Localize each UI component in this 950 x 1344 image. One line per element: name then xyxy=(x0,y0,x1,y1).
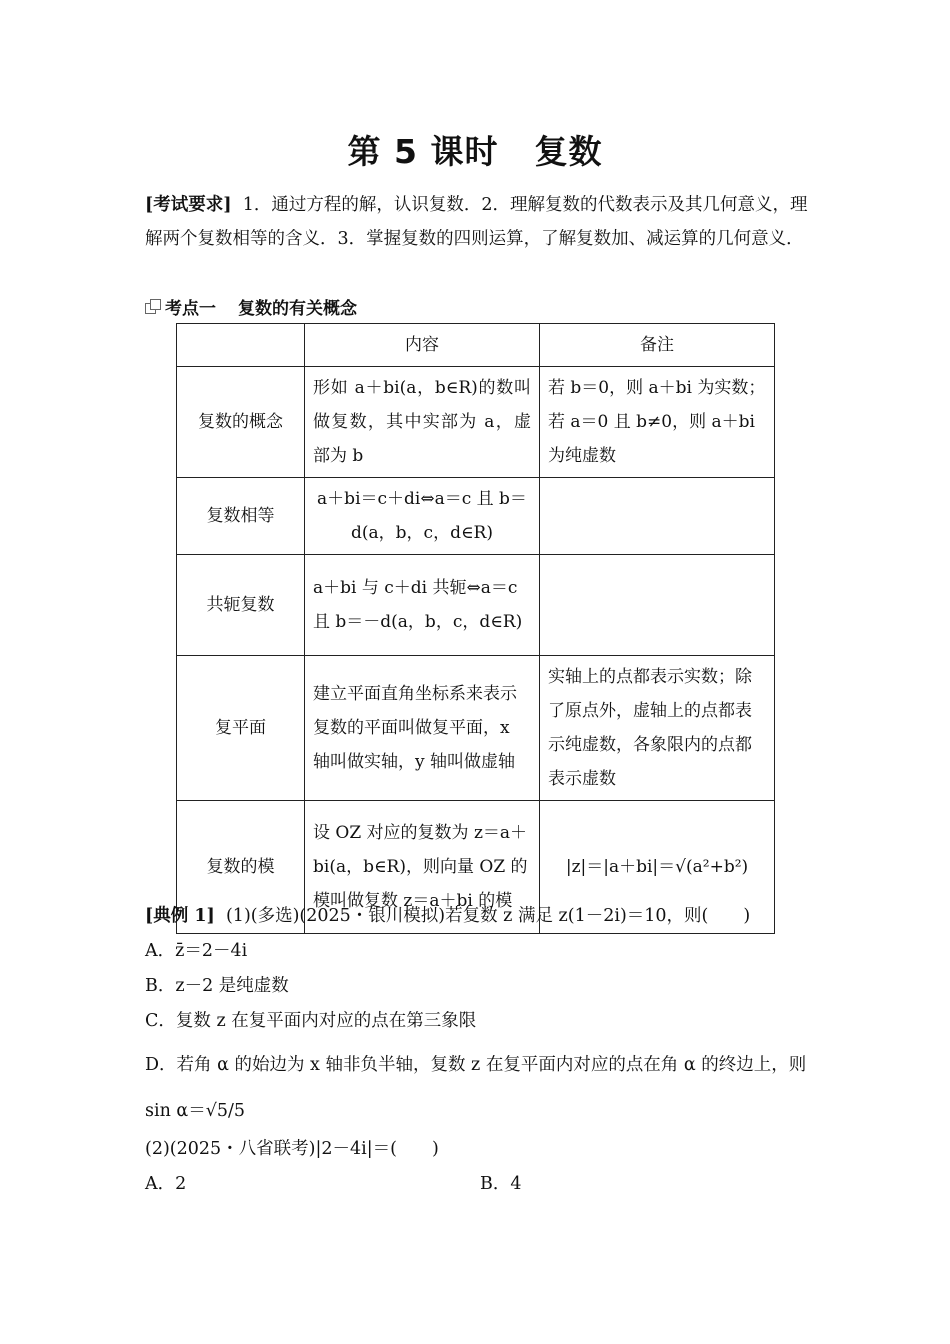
row-name: 共轭复数 xyxy=(177,555,305,656)
table-row xyxy=(177,367,775,478)
example-q2: (2)(2025・八省联考)|2－4i|＝( ) xyxy=(145,1139,439,1159)
header-cell xyxy=(177,324,305,367)
concept-table xyxy=(176,323,775,934)
section-heading xyxy=(145,294,357,319)
row-content: a＋bi 与 c＋di 共轭⇔a＝c 且 b＝－d(a，b，c，d∈R) xyxy=(305,555,540,656)
page-title xyxy=(0,126,950,173)
exam-requirements xyxy=(145,188,810,256)
example-label: [典例 1] xyxy=(145,906,215,926)
row-note xyxy=(540,478,775,555)
requirements-text: 1．通过方程的解，认识复数．2．理解复数的代数表示及其几何意义，理解两个复数相等的含义．3．掌握复数的四则运算，了解复数加、减运算的几何意义． xyxy=(145,195,808,249)
q1-text: (1)(多选)(2025・银川模拟)若复数 z 满足 z(1－2i)＝10，则( ) xyxy=(225,906,751,926)
row-note: 实轴上的点都表示实数；除了原点外，虚轴上的点都表示纯虚数，各象限内的点都表示虚数 xyxy=(540,656,775,801)
row-content: 形如 a＋bi(a，b∈R)的数叫做复数，其中实部为 a，虚部为 b xyxy=(305,367,540,478)
row-name: 复数的概念 xyxy=(177,367,305,478)
row-content: 设 OZ 对应的复数为 z＝a＋bi(a，b∈R)，则向量 OZ 的模叫做复数 z＝a＋bi 的模 xyxy=(305,801,540,934)
title-topic: 复数 xyxy=(534,132,603,171)
q2-option-b: B．4 xyxy=(480,1174,522,1194)
table-row xyxy=(177,656,775,801)
section-title: 复数的有关概念 xyxy=(238,299,357,319)
requirements-tag: [考试要求] xyxy=(145,195,232,215)
row-content: a＋bi＝c＋di⇔a＝c 且 b＝d(a，b，c，d∈R) xyxy=(305,478,540,555)
option-c: C．复数 z 在复平面内对应的点在第三象限 xyxy=(145,1011,477,1031)
table-row xyxy=(177,555,775,656)
table-row xyxy=(177,478,775,555)
example-q1 xyxy=(145,902,750,927)
title-lesson: 第 5 课时 xyxy=(347,132,499,171)
option-d: D．若角 α 的始边为 x 轴非负半轴，复数 z 在复平面内对应的点在角 α 的终边上，则 sin α＝√5/5 xyxy=(145,1055,807,1121)
row-note xyxy=(540,555,775,656)
table-header-row xyxy=(177,324,775,367)
row-name: 复平面 xyxy=(177,656,305,801)
row-note: 若 b＝0，则 a＋bi 为实数；若 a＝0 且 b≠0，则 a＋bi 为纯虚数 xyxy=(540,367,775,478)
header-cell: 内容 xyxy=(305,324,540,367)
option-b: B．z－2 是纯虚数 xyxy=(145,976,289,996)
q2-option-a: A．2 xyxy=(145,1174,187,1194)
header-cell: 备注 xyxy=(540,324,775,367)
row-name: 复数相等 xyxy=(177,478,305,555)
option-a: A．z̄＝2－4i xyxy=(145,941,248,961)
row-name: 复数的模 xyxy=(177,801,305,934)
squares-icon xyxy=(145,299,161,315)
row-content: 建立平面直角坐标系来表示复数的平面叫做复平面，x 轴叫做实轴，y 轴叫做虚轴 xyxy=(305,656,540,801)
modulus-formula: |z|＝|a＋bi|＝√(a²+b²) xyxy=(540,801,775,934)
section-label: 考点一 xyxy=(165,299,216,319)
